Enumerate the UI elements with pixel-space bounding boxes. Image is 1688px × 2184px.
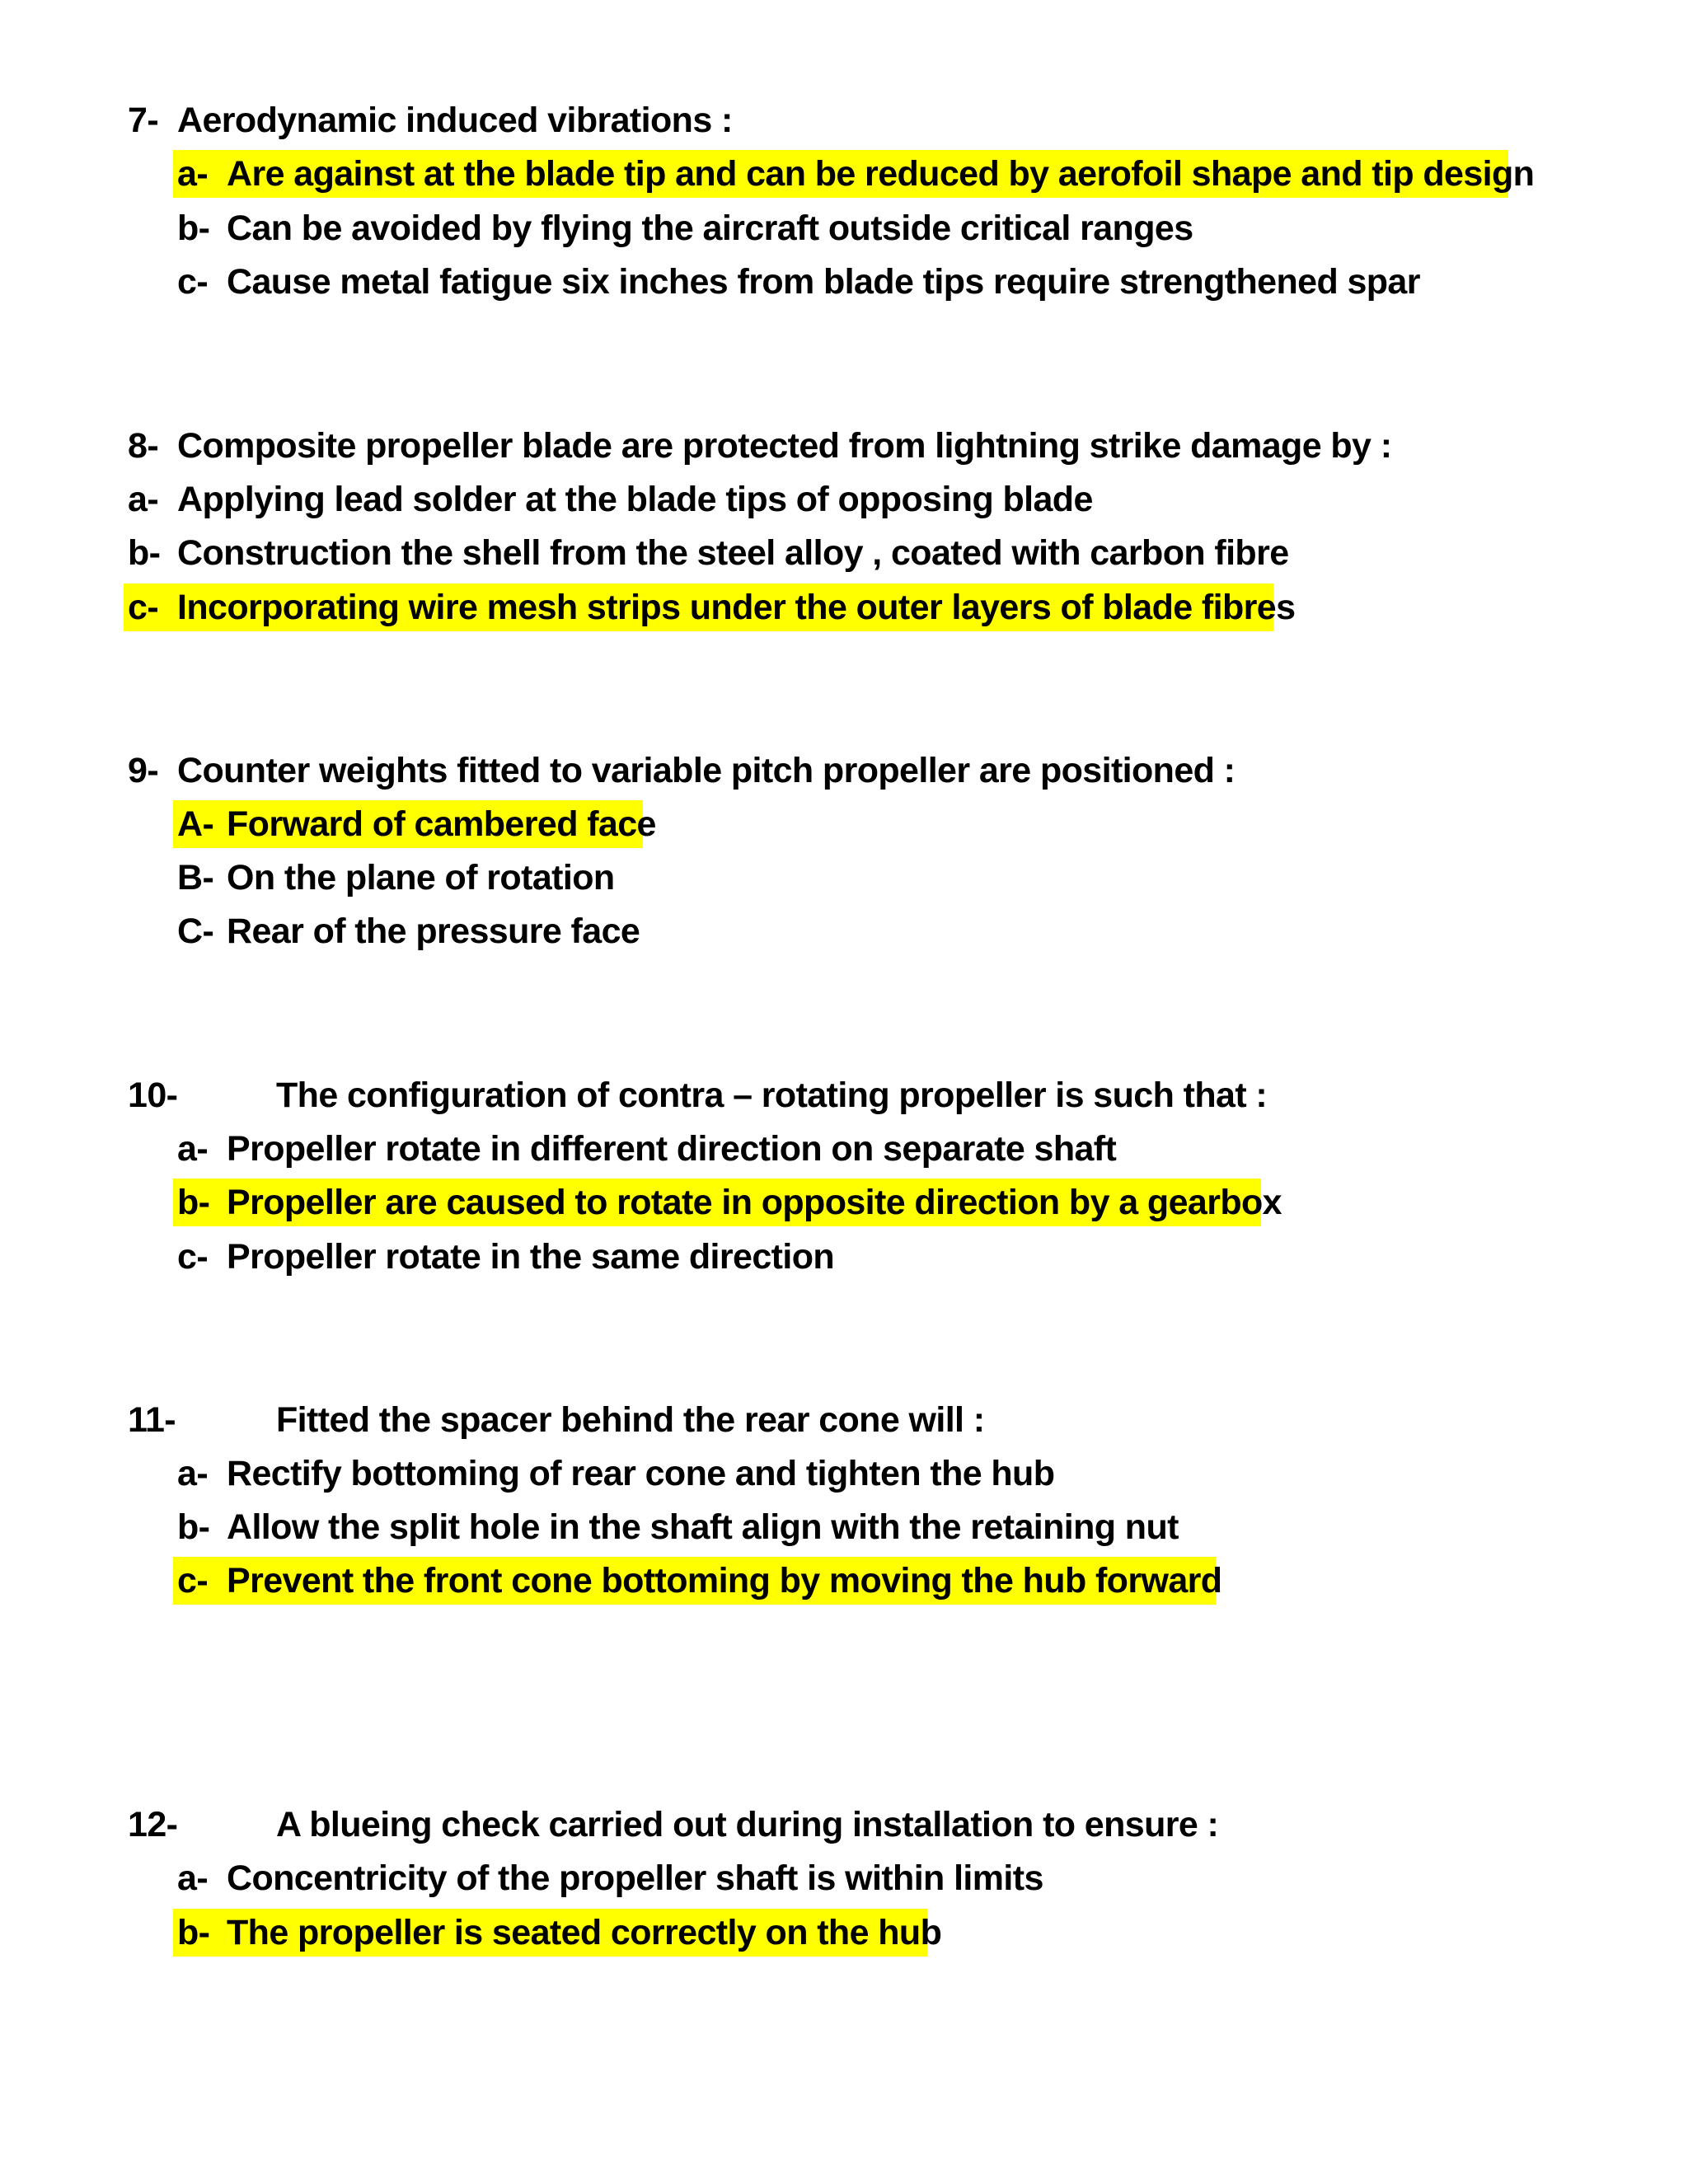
option-text: Applying lead solder at the blade tips of opposing blade xyxy=(177,480,1093,519)
option-text: Concentricity of the propeller shaft is within limits xyxy=(227,1858,1043,1898)
question-10-number: 10- xyxy=(128,1076,178,1115)
option-text: Prevent the front cone bottoming by moving the hub forward xyxy=(227,1561,1222,1601)
question-12-text: A blueing check carried out during installation to ensure : xyxy=(276,1805,1219,1844)
question-11-option-c xyxy=(177,1557,1222,1605)
question-7-option-b xyxy=(177,204,1193,252)
question-8-option-b xyxy=(128,529,1289,577)
option-marker: B- xyxy=(177,858,214,898)
question-11-option-a xyxy=(177,1450,1055,1497)
question-7-number: 7- xyxy=(128,101,159,140)
option-text: Incorporating wire mesh strips under the outer layers of blade fibres xyxy=(177,588,1296,627)
question-8-option-a xyxy=(128,476,1093,523)
question-9-option-c xyxy=(177,907,640,955)
question-11-option-b xyxy=(177,1503,1179,1551)
option-text: Forward of cambered face xyxy=(227,804,656,844)
option-text: Construction the shell from the steel alloy , coated with carbon fibre xyxy=(177,533,1289,573)
option-text: On the plane of rotation xyxy=(227,858,615,898)
option-marker: b- xyxy=(177,209,210,248)
option-text: Allow the split hole in the shaft align with the retaining nut xyxy=(227,1507,1179,1547)
question-12-option-b xyxy=(177,1909,942,1957)
question-7-text: Aerodynamic induced vibrations : xyxy=(177,101,733,140)
question-8-text: Composite propeller blade are protected from lightning strike damage by : xyxy=(177,426,1392,466)
question-12-number: 12- xyxy=(128,1805,178,1844)
option-text: Propeller are caused to rotate in opposite direction by a gearbox xyxy=(227,1183,1282,1222)
question-9-number: 9- xyxy=(128,751,159,790)
question-10-option-b xyxy=(177,1179,1282,1226)
option-marker: c- xyxy=(128,588,159,627)
option-marker: b- xyxy=(177,1507,210,1547)
option-marker: a- xyxy=(177,1858,209,1898)
question-8-option-c xyxy=(128,583,1296,631)
question-10-option-a xyxy=(177,1125,1117,1173)
question-9-option-a xyxy=(177,800,656,848)
option-text: Rear of the pressure face xyxy=(227,912,640,951)
option-text: Cause metal fatigue six inches from blade tips require strengthened spar xyxy=(227,262,1420,302)
question-11-text: Fitted the spacer behind the rear cone will : xyxy=(276,1400,985,1440)
question-7-option-a xyxy=(177,150,1535,198)
option-marker: b- xyxy=(177,1183,210,1222)
option-text: Propeller rotate in different direction on separate shaft xyxy=(227,1129,1117,1169)
option-text: Propeller rotate in the same direction xyxy=(227,1237,835,1277)
option-marker: a- xyxy=(128,480,159,519)
option-marker: a- xyxy=(177,1129,209,1169)
question-10-text: The configuration of contra – rotating propeller is such that : xyxy=(276,1076,1268,1115)
option-text: Can be avoided by flying the aircraft outside critical ranges xyxy=(227,209,1193,248)
option-marker: A- xyxy=(177,804,214,844)
question-9-option-b xyxy=(177,854,615,902)
option-marker: c- xyxy=(177,1237,209,1277)
option-marker: b- xyxy=(177,1913,210,1952)
question-7-option-c xyxy=(177,258,1420,306)
option-text: Rectify bottoming of rear cone and tighten the hub xyxy=(227,1454,1055,1493)
option-marker: a- xyxy=(177,154,209,194)
option-text: Are against at the blade tip and can be reduced by aerofoil shape and tip design xyxy=(227,154,1535,194)
question-11-number: 11- xyxy=(128,1400,176,1440)
question-8-number: 8- xyxy=(128,426,159,466)
option-text: The propeller is seated correctly on the hub xyxy=(227,1913,942,1952)
option-marker: c- xyxy=(177,1561,209,1601)
option-marker: C- xyxy=(177,912,214,951)
question-12-option-a xyxy=(177,1854,1043,1902)
option-marker: c- xyxy=(177,262,209,302)
question-9-text: Counter weights fitted to variable pitch propeller are positioned : xyxy=(177,751,1236,790)
option-marker: b- xyxy=(128,533,161,573)
option-marker: a- xyxy=(177,1454,209,1493)
question-10-option-c xyxy=(177,1233,835,1281)
